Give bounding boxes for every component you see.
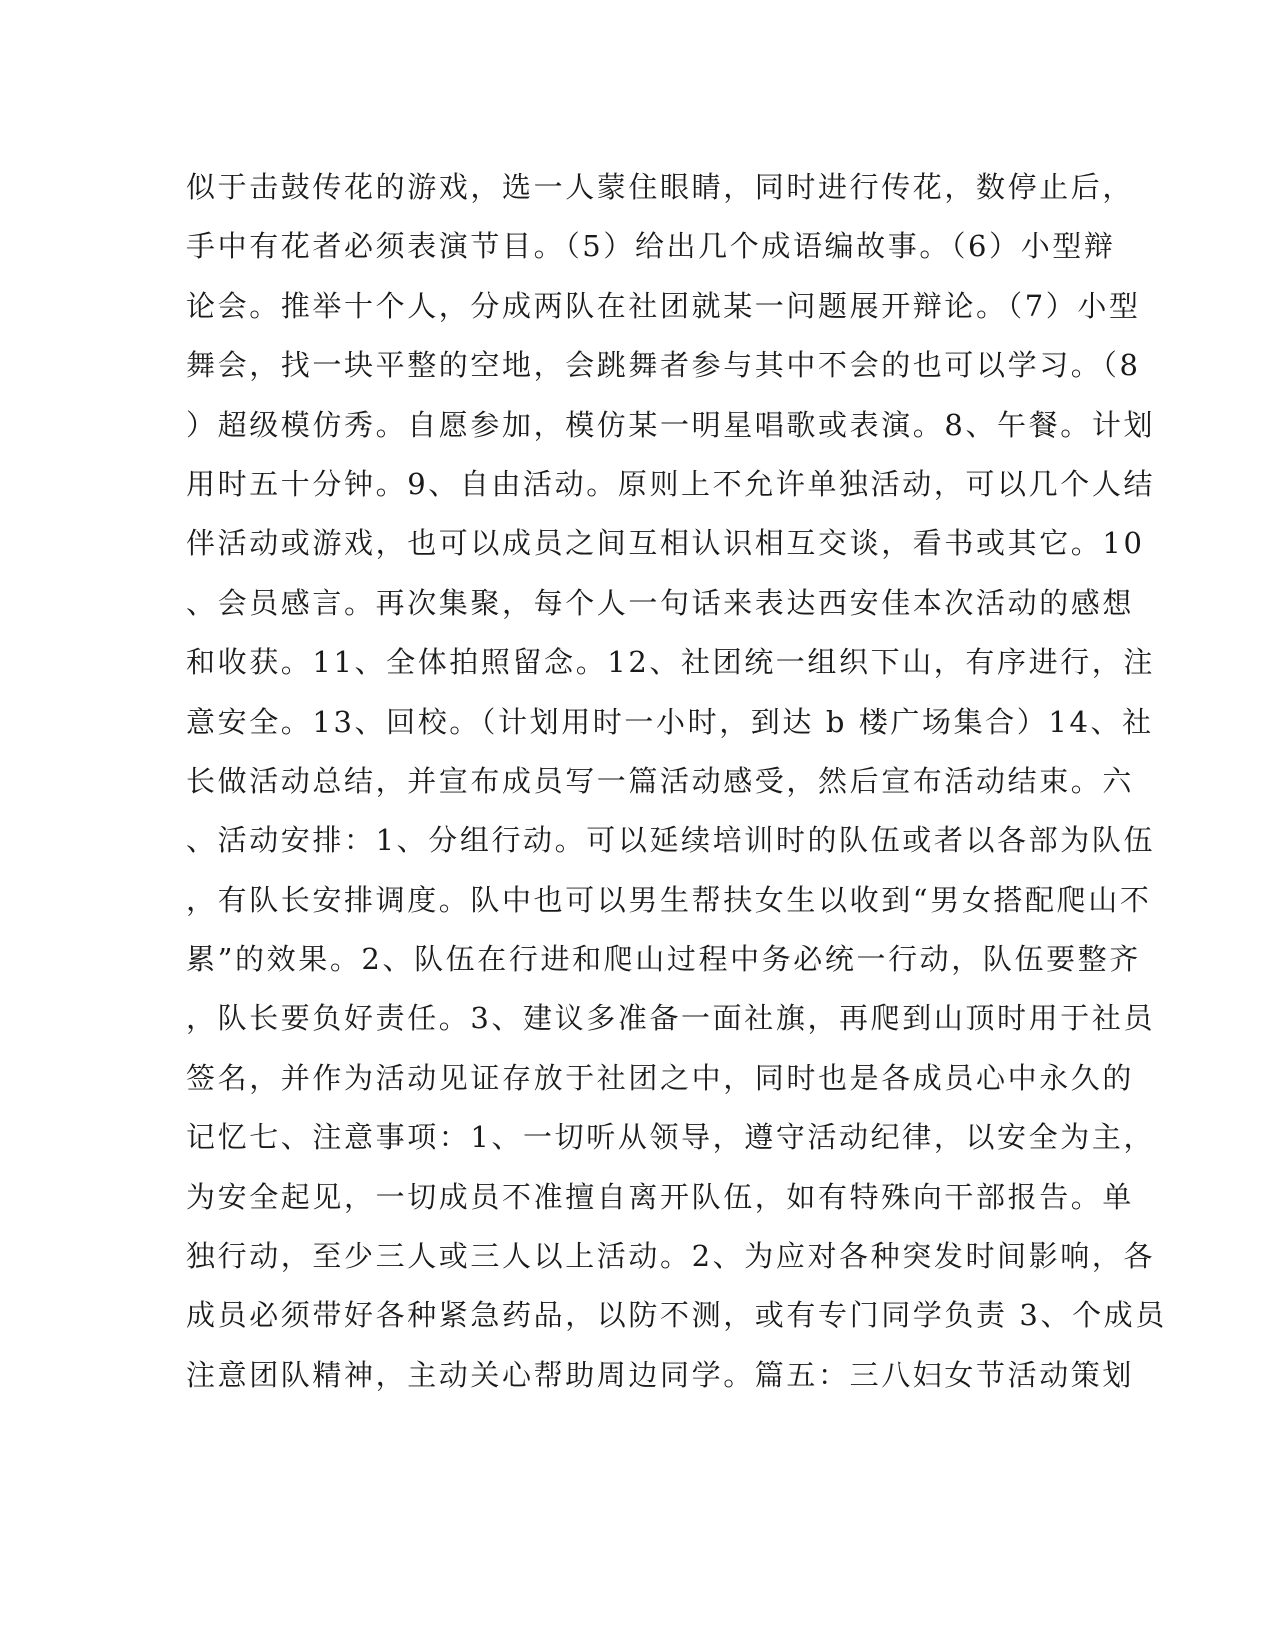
text-line: 为安全起见，一切成员不准擅自离开队伍，如有特殊向干部报告。单 <box>186 1179 1135 1214</box>
text-line: 意安全。13、回校。（计划用时一小时，到达 b 楼广场集合）14、社 <box>186 704 1154 739</box>
text-line: 似于击鼓传花的游戏，选一人蒙住眼睛，同时进行传花，数停止后， <box>186 170 1135 204</box>
text-line: 舞会，找一块平整的空地，会跳舞者参与其中不会的也可以学习。（8 <box>186 348 1141 383</box>
text-line: 成员必须带好各种紧急药品，以防不测，或有专门同学负责 3、个成员 <box>186 1298 1167 1333</box>
text-line: 、会员感言。再次集聚，每个人一句话来表达西安佳本次活动的感想 <box>186 585 1135 620</box>
text-line: ）超级模仿秀。自愿参加，模仿某一明星唱歌或表演。8、午餐。计划 <box>186 407 1156 442</box>
text-line: 论会。推举十个人，分成两队在社团就某一问题展开辩论。（7）小型 <box>186 288 1141 323</box>
text-line: 用时五十分钟。9、自由活动。原则上不允许单独活动，可以几个人结 <box>186 466 1156 501</box>
text-line: 、活动安排：1、分组行动。可以延续培训时的队伍或者以各部为队伍 <box>186 823 1156 858</box>
text-line: 独行动，至少三人或三人以上活动。2、为应对各种突发时间影响，各 <box>186 1239 1156 1274</box>
text-line: 累”的效果。2、队伍在行进和爬山过程中务必统一行动，队伍要整齐 <box>186 942 1141 977</box>
text-line: 长做活动总结，并宣布成员写一篇活动感受，然后宣布活动结束。六 <box>186 763 1135 798</box>
text-line: 记忆七、注意事项：1、一切听从领导，遵守活动纪律，以安全为主， <box>186 1120 1156 1155</box>
text-line: 签名，并作为活动见证存放于社团之中，同时也是各成员心中永久的 <box>186 1060 1135 1095</box>
text-line: 和收获。11、全体拍照留念。12、社团统一组织下山，有序进行，注 <box>186 645 1156 680</box>
body-text <box>186 158 1167 1405</box>
text-line: 注意团队精神，主动关心帮助周边同学。篇五：三八妇女节活动策划 <box>186 1357 1135 1392</box>
text-line: 手中有花者必须表演节目。（5）给出几个成语编故事。（6）小型辩 <box>186 229 1116 264</box>
text-line: ，有队长安排调度。队中也可以男生帮扶女生以收到“男女搭配爬山不 <box>186 882 1152 917</box>
text-line: 伴活动或游戏，也可以成员之间互相认识相互交谈，看书或其它。10 <box>186 526 1145 561</box>
text-line: ，队长要负好责任。3、建议多准备一面社旗，再爬到山顶时用于社员 <box>186 1001 1156 1036</box>
